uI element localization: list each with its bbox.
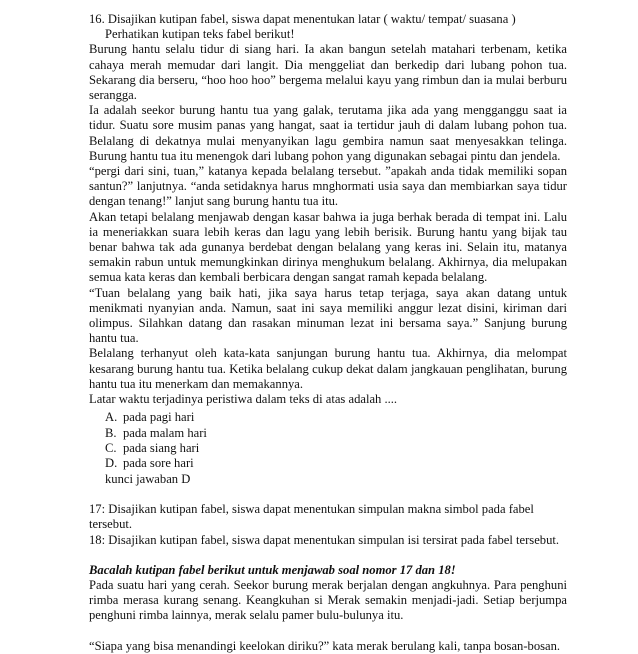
q16-question: Latar waktu terjadinya peristiwa dalam teks di atas adalah ....	[89, 392, 398, 407]
spacer	[89, 487, 567, 502]
spacer	[89, 548, 567, 563]
q16-option-b	[105, 426, 567, 441]
document-column	[89, 12, 567, 654]
option-text: pada siang hari	[123, 441, 200, 456]
q16-paragraph-3: “pergi dari sini, tuan,” katanya kepada belalang tersebut. ”apakah anda tidak memiliki sopan santun?” lanjutnya. “anda setidaknya harus mnghormati usia saya dan membiarkan saya tidur dengan tenang!” lanjut sang burung hantu tua itu.	[89, 164, 567, 209]
q16-option-a	[105, 410, 567, 425]
q16-paragraph-6: Belalang terhanyut oleh kata-kata sanjungan burung hantu tua. Akhirnya, dia melompat kesarang burung hantu tua. Ketika belalang cukup dekat dalam jangkauan penglihatan, burung hantu tua itu menerkam dan memakannya.	[89, 346, 567, 391]
reading-paragraph-2: “Siapa yang bisa menandingi keelokan diriku?” kata merak berulang kali, tanpa bosan-bosan.	[89, 638, 561, 653]
q16-paragraph-2: Ia adalah seekor burung hantu tua yang galak, terutama jika ada yang mengganggu saat ia tidur. Suatu sore musim panas yang hangat, saat ia tertidur jauh di dalam lubang pohon tua. Belalang di dekatnya mulai menyanyikan lagu gembira namun saat menyesakkan telinga. Burung hantu tua itu menengok dari lubang pohon yang digunakan sebagai pintu dan jendela.	[89, 103, 567, 163]
q18-header: 18: Disajikan kutipan fabel, siswa dapat menentukan simpulan isi tersirat pada fabel tersebut.	[89, 532, 560, 547]
q16-option-c	[105, 441, 567, 456]
q16-instruction: Perhatikan kutipan teks fabel berikut!	[105, 27, 295, 42]
reading-paragraph-1: Pada suatu hari yang cerah. Seekor burung merak berjalan dengan angkuhnya. Para penghuni rimba merasa kurang senang. Keangkuhan si Merak semakin menjadi-jadi. Setiap berjumpa penghuni rimba lainnya, merak selalu pamer bulu-bulunya itu.	[89, 578, 567, 623]
option-text: pada sore hari	[123, 456, 194, 471]
q16-paragraph-1: Burung hantu selalu tidur di siang hari. Ia akan bangun setelah matahari terbenam, ketika cahaya merah memudar dari langit. Dia menggeliat dan berkedip dari lubang pohon tua. Sekarang dia berseru, “hoo hoo hoo” bergema melalui kayu yang rimbun dan ia mulai berburu serangga.	[89, 42, 567, 103]
spacer	[89, 624, 567, 639]
reading-heading: Bacalah kutipan fabel berikut untuk menjawab soal nomor 17 dan 18!	[89, 562, 456, 577]
q16-paragraph-4: Akan tetapi belalang menjawab dengan kasar bahwa ia juga berhak berada di tempat ini. Lalu ia meneriakkan suara lebih keras dan lagu yang lebih berisik. Burung hantu yang bijak tau benar bahwa tak ada gunanya berdebat dengan belalang yang keras ini. Selain itu, matanya semakin rabun untuk memungkinkan dirinya menghukum belalang. Akhirnya, dia melupakan semua kata keras dan kembali berbicara dengan sangat ramah kepada belalang.	[89, 209, 567, 285]
q16-options	[89, 410, 567, 487]
q16-answer-key: kunci jawaban D	[105, 471, 191, 486]
q16-option-d	[105, 456, 567, 471]
option-letter: D.	[105, 456, 118, 471]
option-letter: A.	[105, 410, 118, 425]
option-letter: B.	[105, 425, 117, 440]
option-text: pada pagi hari	[123, 410, 195, 425]
q16-paragraph-5: “Tuan belalang yang baik hati, jika saya harus tetap terjaga, saya akan datang untuk menikmati nyanyian anda. Namun, saat ini saya memiliki anggur lezat disini, kiriman dari olimpus. Silahkan datang dan rasakan minuman lezat ini bersama saya.” Sanjung burung hantu tua.	[89, 285, 567, 346]
option-letter: C.	[105, 441, 117, 456]
q17-header: 17: Disajikan kutipan fabel, siswa dapat menentukan simpulan makna simbol pada fabel tersebut.	[89, 502, 534, 532]
q16-header: 16. Disajikan kutipan fabel, siswa dapat menentukan latar ( waktu/ tempat/ suasana )	[89, 12, 516, 26]
option-text: pada malam hari	[123, 425, 207, 440]
